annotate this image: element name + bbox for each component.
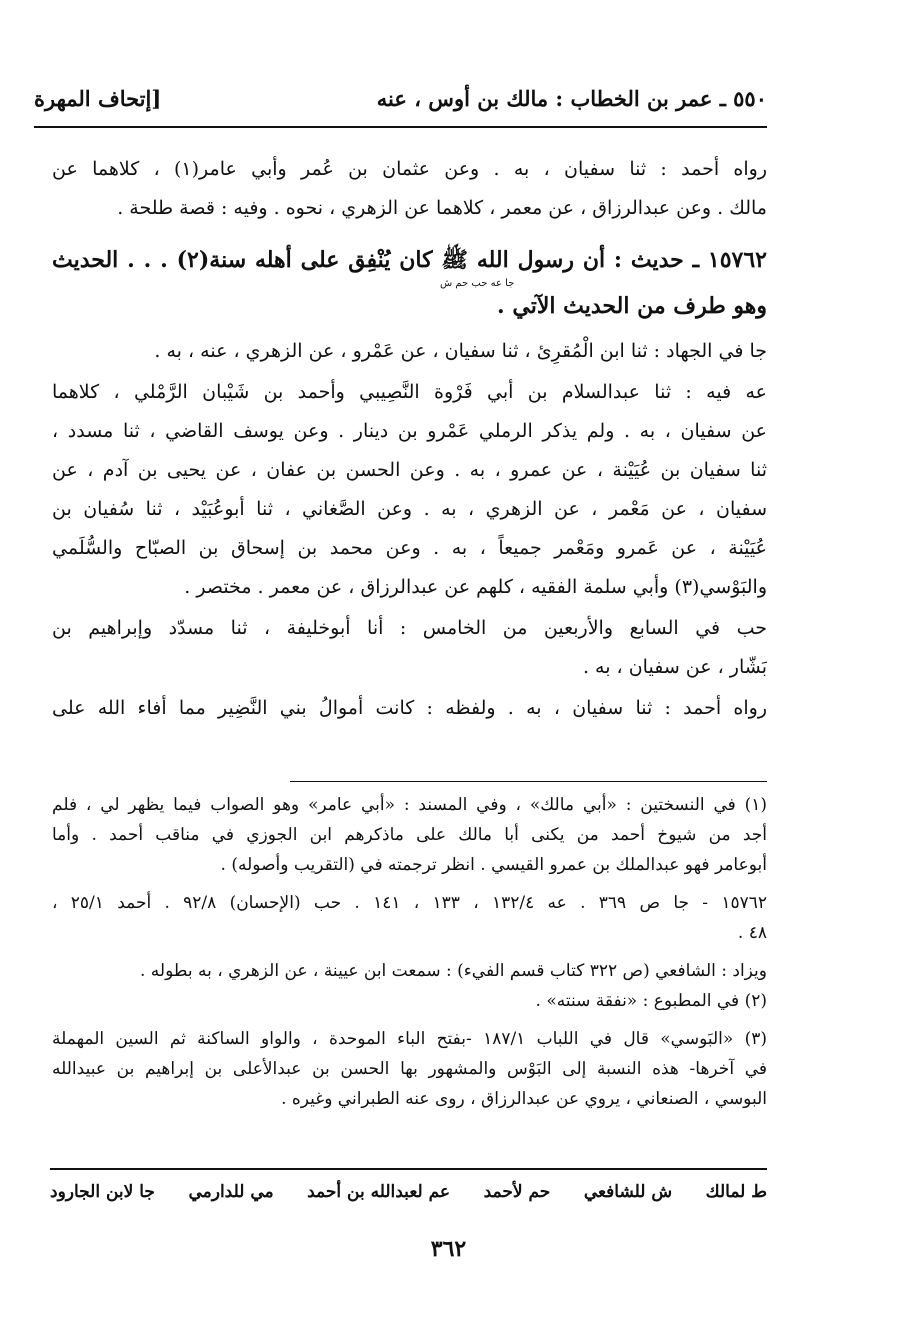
footnotes — [52, 790, 767, 1114]
text-line: عُيَيْنة ، عن عَمرو ومَعْمر جميعاً ، به . وعن محمد بن إسحاق بن الصبّاح والسُّلَمي — [52, 537, 767, 559]
abbrev-item: عم لعبدالله بن أحمد — [307, 1182, 451, 1202]
hadith-heading: ١٥٧٦٢ ـ حديث : أن رسول الله ﷺ كان يُنْفِق على أهله سنة(٢) . . . الحديث — [52, 247, 767, 273]
footnote-line: أجد من شيوخ أحمد من يكنى أبا مالك على ماذكرهم ابن الجوزي في مناقب أحمد . وأما — [52, 825, 767, 845]
text-line: حب في السابع والأربعين من الخامس : أنا أبوخليفة ، ثنا مسدّد وإبراهيم بن — [52, 617, 767, 639]
abbreviation-key — [50, 1182, 767, 1202]
text-line: رواه أحمد : ثنا سفيان ، به . وعن عثمان بن عُمر وأبي عامر(١) ، كلاهما عن — [52, 158, 767, 180]
running-header — [34, 86, 767, 116]
abbrev-rule — [50, 1168, 767, 1170]
text-line: مالك . وعن عبدالرزاق ، عن معمر ، كلاهما عن الزهري ، نحوه . وفيه : قصة طلحة . — [117, 197, 767, 219]
hadith-sigla: جا عه حب حم ش — [440, 278, 515, 289]
abbrev-item: ش للشافعي — [583, 1182, 673, 1202]
text-line: جا في الجهاد : ثنا ابن الْمُقرِئ ، ثنا سفيان ، عن عَمْرو ، عن الزهري ، عنه ، به . — [154, 340, 767, 362]
footnote-rule — [290, 781, 767, 782]
text-line: عه فيه : ثنا عبدالسلام بن أبي فَرْوة النَّصِيبي وأحمد بن شَيْبان الرَّمْلي ، كلاهما — [52, 381, 767, 403]
text-line: رواه أحمد : ثنا سفيان ، به . ولفظه : كانت أموالُ بني النَّضِير مما أفاء الله على — [52, 697, 767, 719]
main-text — [52, 150, 767, 728]
text-line: بَشّار ، عن سفيان ، به . — [582, 656, 767, 678]
text-line: عن سفيان ، به . ولم يذكر الرملي عَمْرو بن دينار . وعن يوسف القاضي ، ثنا مسدد ، — [52, 420, 767, 442]
footnote-line: البوسي ، الصنعاني ، يروي عن عبدالرزاق ، روى عنه الطبراني وغيره . — [281, 1089, 767, 1109]
footnote-line: ١٥٧٦٢ - جا ص ٣٦٩ . عه ١٣٢/٤ ، ١٣٣ ، ١٤١ . حب (الإحسان) ٩٢/٨ . أحمد ٢٥/١ ، — [52, 893, 767, 913]
footnote-line: في آخرها- هذه النسبة إلى البَوْس والمشهور بها الحسن بن عبدالأعلى بن إبراهيم بن عبيدالله — [52, 1059, 767, 1079]
text-line: سفيان ، عن مَعْمر ، عن الزهري ، به . وعن الصَّغاني ، ثنا أبوعُبَيْد ، ثنا سُفيان بن — [52, 498, 767, 520]
footnote-line: (٣) «البَوسي» قال في اللباب ١٨٧/١ -بفتح الباء الموحدة ، والواو الساكنة ثم السين المهملة — [52, 1029, 767, 1049]
abbrev-item: حم لأحمد — [483, 1182, 551, 1202]
hadith-heading-cont: وهو طرف من الحديث الآتي . — [497, 293, 767, 319]
page-number: ٣٦٢ — [430, 1236, 467, 1262]
text-line: والبَوْسي(٣) وأبي سلمة الفقيه ، كلهم عن عبدالرزاق ، عن معمر . مختصر . — [184, 576, 767, 598]
footnote-line: ويزاد : الشافعي (ص ٣٢٢ كتاب قسم الفيء) : سمعت ابن عيينة ، عن الزهري ، به بطوله . — [140, 961, 767, 981]
footnote-line: أبوعامر فهو عبدالملك بن عمرو القيسي . انظر ترجمته في (التقريب وأصوله) . — [220, 855, 767, 875]
abbrev-item: جا لابن الجارود — [50, 1182, 155, 1202]
footnote-line: (٢) في المطبوع : «نفقة سنته» . — [535, 991, 767, 1011]
header-rule — [34, 126, 767, 128]
header-chapter-title: ٥٥٠ ـ عمر بن الخطاب : مالك بن أوس ، عنه — [376, 86, 767, 111]
text-line: ثنا سفيان بن عُيَيْنة ، عن عمرو ، به . وعن الحسن بن عفان ، عن يحيى بن آدم ، عن — [52, 459, 767, 481]
abbrev-item: مي للدارمي — [188, 1182, 274, 1202]
footnote-line: ٤٨ . — [737, 923, 767, 943]
footnote-line: (١) في النسختين : «أبي مالك» ، وفي المسند : «أبي عامر» وهو الصواب فيما يظهر لي ، فلم — [52, 795, 767, 815]
header-book-title: [إتحاف المهرة — [34, 86, 162, 111]
abbrev-item: ط لمالك — [705, 1182, 767, 1202]
